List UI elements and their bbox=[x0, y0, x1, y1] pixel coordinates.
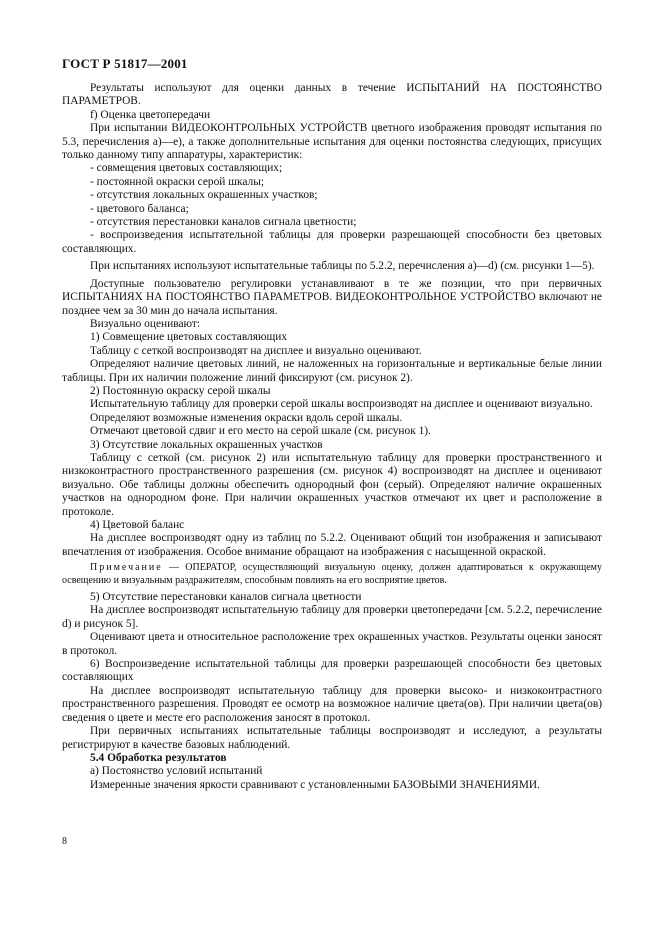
paragraph: При испытаниях используют испытательные таблицы по 5.2.2, перечисления а)—d) (см. рисунки 1—5). bbox=[90, 260, 595, 273]
paragraph: На дисплее воспроизводят испытательную таблицу для проверки цветопередачи [см. 5.2.2, перечисление d) и рисунок 5]. bbox=[62, 604, 602, 630]
document-body bbox=[62, 82, 602, 792]
paragraph: На дисплее воспроизводят испытательную таблицу для проверки высоко- и низкоконтрастного пространственного разрешения. Проводят ее осмотр на возможное наличие цвета(ов). При наличии цвета(ов) сведения о цвете и месте его расположения заносят в протокол. bbox=[62, 684, 602, 724]
subsection-heading: 6) Воспроизведение испытательной таблицы для проверки разрешающей способности без цветовых составляющих bbox=[62, 658, 602, 684]
paragraph: Испытательную таблицу для проверки серой шкалы воспроизводят на дисплее и оценивают визуально. bbox=[90, 398, 593, 411]
paragraph: Измеренные значения яркости сравнивают с установленными БАЗОВЫМИ ЗНАЧЕНИЯМИ. bbox=[90, 778, 540, 791]
subsection-heading: 1) Совмещение цветовых составляющих bbox=[90, 331, 288, 344]
paragraph: Определяют возможные изменения окраски вдоль серой шкалы. bbox=[90, 411, 403, 424]
list-item: - отсутствия локальных окрашенных участков; bbox=[90, 189, 318, 202]
paragraph: Таблицу с сеткой (см. рисунок 2) или испытательную таблицу для проверки пространственного и низкоконтрастного пространственного разрешения (см. рисунок 4) воспроизводят на дисплее и оценивают визуально. Обе таблицы должны обеспечить однородный фон (серый). Определяют наличие окрашенных участков на однородном фоне. При наличии окрашенных участков отмечают их цвет и расположение в протоколе. bbox=[62, 451, 602, 518]
subsection-heading: 4) Цветовой баланс bbox=[90, 519, 185, 531]
paragraph: На дисплее воспроизводят одну из таблиц по 5.2.2. Оценивают общий тон изображения и записывают впечатления от изображения. Особое внимание обращают на изображения с насыщенной окраской. bbox=[62, 532, 602, 558]
subsection-heading: а) Постоянство условий испытаний bbox=[90, 765, 263, 778]
paragraph: При испытании ВИДЕОКОНТРОЛЬНЫХ УСТРОЙСТВ цветного изображения проводят испытания по 5.3, перечисления а)—е), а также дополнительные испытания для оценки постоянства следующих, присущих только данному типу аппаратуры, характеристик: bbox=[62, 122, 602, 162]
paragraph: Оценивают цвета и относительное расположение трех окрашенных участков. Результаты оценки заносят в протокол. bbox=[62, 631, 602, 657]
note-text: — ОПЕРАТОР, осуществляющий визуальную оценку, должен адаптироваться к окружающему освещению и визуальным раздражителям, способным повлиять на его восприятие цветов. bbox=[62, 562, 602, 586]
subsection-heading: 3) Отсутствие локальных окрашенных участков bbox=[90, 438, 323, 451]
paragraph: Визуально оценивают: bbox=[90, 317, 200, 330]
page-number: 8 bbox=[62, 836, 67, 847]
paragraph: Результаты используют для оценки данных в течение ИСПЫТАНИЙ НА ПОСТОЯНСТВО ПАРАМЕТРОВ. bbox=[62, 82, 602, 108]
paragraph: Таблицу с сеткой воспроизводят на дисплее и визуально оценивают. bbox=[90, 344, 422, 357]
paragraph: Доступные пользователю регулировки устанавливают в те же позиции, что при первичных ИСПЫТАНИЯХ НА ПОСТОЯНСТВО ПАРАМЕТРОВ. ВИДЕОКОНТРОЛЬНОЕ УСТРОЙСТВО включают не позднее чем за 30 мин до начала испытания. bbox=[62, 277, 602, 317]
standard-header: ГОСТ Р 51817—2001 bbox=[62, 56, 188, 71]
section-heading: 5.4 Обработка результатов bbox=[90, 751, 227, 764]
paragraph: Отмечают цветовой сдвиг и его место на серой шкале (см. рисунок 1). bbox=[90, 425, 431, 438]
note-label: Примечание bbox=[90, 562, 163, 574]
note bbox=[62, 562, 602, 587]
paragraph: Определяют наличие цветовых линий, не наложенных на горизонтальные и вертикальные белые линии таблицы. При их наличии положение линий фиксируют (см. рисунок 2). bbox=[62, 358, 602, 384]
subsection-heading: 5) Отсутствие перестановки каналов сигнала цветности bbox=[90, 591, 362, 604]
paragraph: При первичных испытаниях испытательные таблицы воспроизводят и исследуют, а результаты регистрируют в качестве базовых наблюдений. bbox=[62, 725, 602, 751]
list-item: - совмещения цветовых составляющих; bbox=[90, 162, 283, 175]
list-item: - цветового баланса; bbox=[90, 202, 189, 215]
list-item: - отсутствия перестановки каналов сигнала цветности; bbox=[90, 216, 357, 229]
list-item: - воспроизведения испытательной таблицы для проверки разрешающей способности без цветовых составляющих. bbox=[62, 229, 602, 255]
list-heading: f) Оценка цветопередачи bbox=[90, 108, 211, 121]
subsection-heading: 2) Постоянную окраску серой шкалы bbox=[90, 384, 271, 397]
list-item: - постоянной окраски серой шкалы; bbox=[90, 175, 265, 188]
